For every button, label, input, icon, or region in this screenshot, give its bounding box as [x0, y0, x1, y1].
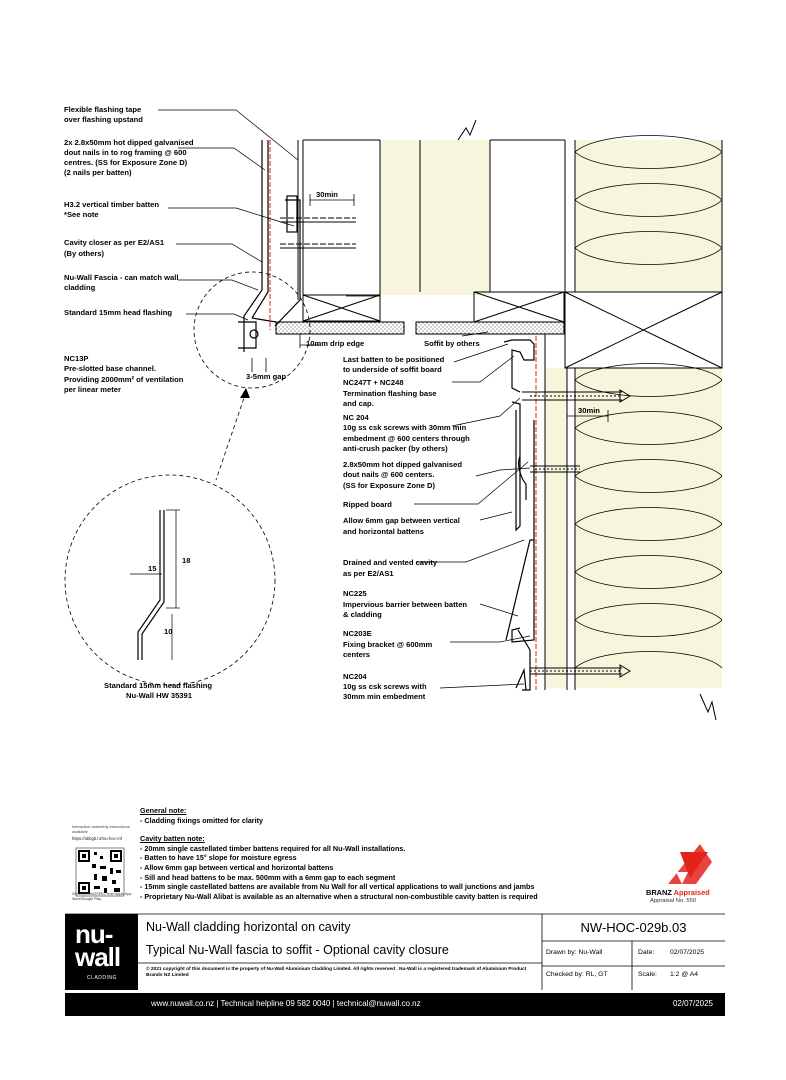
- insulation-strip: [545, 368, 567, 688]
- label-nc203e-2: Fixing bracket @ 600mm: [343, 640, 433, 649]
- drawing-title-2: Typical Nu-Wall fascia to soffit - Optional cavity closure: [146, 943, 449, 957]
- label-cavity-closer-2: (By others): [64, 249, 105, 258]
- drip-edge-text: 10mm drip edge: [306, 339, 365, 348]
- label-fascia-1: Nu-Wall Fascia - can match wall: [64, 273, 179, 282]
- cavity-note-4: - Sill and head battens to be max. 500mm with a 6mm gap to each segment: [140, 872, 396, 882]
- logo-top: nu-: [75, 919, 113, 949]
- label-nails-2: dout nails in to rog framing @ 600: [64, 148, 187, 157]
- gap-dimension: [252, 358, 266, 372]
- footer-date: 02/07/2025: [672, 999, 713, 1008]
- label-nc225-1: NC225: [343, 589, 367, 598]
- label-nails-1: 2x 2.8x50mm hot dipped galvanised: [64, 138, 194, 147]
- footer-bar: [65, 993, 725, 1016]
- label-nc204a-3: embedment @ 600 centers through: [343, 434, 470, 443]
- branz-number: Appraisal No. 550: [650, 898, 697, 904]
- label-nc204b-2: 10g ss csk screws with: [343, 682, 427, 691]
- label-nc203e-1: NC203E: [343, 629, 372, 638]
- label-nc13p-3: Providing 2000mm² of ventilation: [64, 375, 184, 384]
- cavity-note-heading: Cavity batten note:: [140, 834, 205, 844]
- label-nc204a-4: anti-crush packer (by others): [343, 444, 448, 453]
- drawing-code: NW-HOC-029b.03: [580, 920, 687, 935]
- drawn-by: Drawn by: Nu-Wall: [546, 949, 603, 956]
- detail-10-text: 10: [164, 627, 173, 636]
- cavity-note-6: - Proprietary Nu-Wall Alibat is available as an alternative when a structural non-combustible cavity batten is required: [140, 891, 538, 901]
- footer-links[interactable]: www.nuwall.co.nz | Technical helpline 09 582 0040 | technical@nuwall.co.nz: [151, 999, 421, 1008]
- date-value: 02/07/2025: [670, 949, 705, 956]
- label-nc13p-1: NC13P: [64, 354, 89, 363]
- detail-title-2: Nu-Wall HW 35391: [126, 691, 192, 700]
- callout-arrow-icon: [240, 388, 250, 398]
- label-last-batten-2: to underside of soffit board: [343, 365, 442, 374]
- branz-appraised-label: [646, 888, 710, 897]
- label-drained-2: as per E2/AS1: [343, 569, 394, 578]
- date-label: Date:: [638, 949, 655, 956]
- label-ripped: Ripped board: [343, 500, 392, 509]
- insulation-mid: [420, 140, 490, 295]
- label-fascia-2: cladding: [64, 283, 96, 292]
- title-block-meta: [542, 914, 725, 990]
- label-nc225-3: & cladding: [343, 610, 382, 619]
- dim-30-mid-text: 30min: [578, 406, 600, 415]
- label-flashing-tape-1: Flexible flashing tape: [64, 105, 142, 114]
- nu-wall-logo: [65, 914, 138, 990]
- general-note-1: - Cladding fixings omitted for clarity: [140, 815, 263, 825]
- qr-block: [72, 824, 132, 920]
- qr-footnote: Get WORKINGSPEC from Apple App Store/Google Play: [72, 892, 132, 901]
- label-last-batten-1: Last batten to be positioned: [343, 355, 445, 364]
- label-nc204a-2: 10g ss csk screws with 30mm min: [343, 423, 467, 432]
- label-nc203e-3: centers: [343, 650, 371, 659]
- title-block-main: [138, 914, 546, 990]
- drawing-title-1: Nu-Wall cladding horizontal on cavity: [146, 920, 351, 934]
- label-flashing-tape-2: over flashing upstand: [64, 115, 143, 124]
- logo-bottom: wall: [75, 942, 121, 972]
- cavity-note-3: - Allow 6mm gap between vertical and horizontal battens: [140, 862, 334, 872]
- label-nc247-3: and cap.: [343, 399, 374, 408]
- head-flashing-detail: [138, 510, 164, 660]
- soffit-board: [276, 322, 564, 334]
- label-cavity-closer-1: Cavity closer as per E2/AS1: [64, 238, 165, 247]
- label-allow-gap-2: and horizontal battens: [343, 527, 425, 536]
- label-nc204a-1: NC 204: [343, 413, 369, 422]
- title-block: [65, 914, 725, 990]
- label-nails-3: centres. (SS for Exposure Zone D): [64, 158, 188, 167]
- detail-callout: [65, 272, 310, 685]
- branz-appraised: Appraised: [673, 888, 710, 897]
- qr-title: Interactive assembly instructions available: [72, 824, 130, 834]
- cavity-note-2: - Batten to have 15° slope for moisture egress: [140, 853, 297, 863]
- label-nc204b-1: NC204: [343, 672, 367, 681]
- label-nc247-2: Termination flashing base: [343, 389, 437, 398]
- dim-30-top-text: 30min: [316, 190, 338, 199]
- label-nc13p-4: per linear meter: [64, 385, 121, 394]
- scale-value: 1:2 @ A4: [670, 971, 699, 978]
- label-nails-4: (2 nails per batten): [64, 168, 132, 177]
- detail-title-1: Standard 15mm head flashing: [104, 681, 213, 690]
- general-note-heading: General note:: [140, 806, 187, 815]
- insulation-left: [380, 140, 422, 295]
- label-dout-2: dout nails @ 600 centers.: [343, 470, 435, 479]
- soffit-text: Soffit by others: [424, 339, 480, 348]
- fascia-assembly: [238, 140, 300, 352]
- label-batten-2: *See note: [64, 210, 99, 219]
- label-nc225-2: Impervious barrier between batten: [343, 600, 468, 609]
- cavity-note-1: - 20mm single castellated timber battens required for all Nu-Wall installations.: [140, 843, 406, 853]
- branz-block: [648, 840, 728, 910]
- label-nc247-1: NC247T + NC248: [343, 378, 404, 387]
- detail-15-text: 15: [148, 564, 157, 573]
- logo-sub: CLADDING: [87, 975, 117, 981]
- label-nc13p-2: Pre-slotted base channel.: [64, 364, 156, 373]
- label-drained-1: Drained and vented cavity: [343, 558, 438, 567]
- checked-by: Checked by: RL, GT: [546, 971, 608, 978]
- label-batten-1: H3.2 vertical timber batten: [64, 200, 159, 209]
- label-head-flashing: Standard 15mm head flashing: [64, 308, 173, 317]
- detail-18-text: 18: [182, 556, 191, 565]
- gap-text: 3-5mm gap: [246, 372, 287, 381]
- label-allow-gap-1: Allow 6mm gap between vertical: [343, 516, 460, 525]
- label-dout-1: 2.8x50mm hot dipped galvanised: [343, 460, 463, 469]
- branz-brand: BRANZ: [646, 888, 672, 897]
- cavity-note-5: - 15mm single castellated battens are available from Nu Wall for all vertical applications to wall junctions and jambs: [140, 882, 535, 892]
- qr-url[interactable]: https://abbgb.nz/nu-hoc-rof: [72, 836, 123, 841]
- label-dout-3: (SS for Exposure Zone D): [343, 481, 435, 490]
- scale-label: Scale:: [638, 971, 657, 978]
- label-nc204b-3: 30mm min embedment: [343, 692, 426, 701]
- copyright-text: © 2021 copyright of this document is the property of Nu-Wall Aluminium Cladding Limited. All rights reserved . Nu-Wall is a registered trademark of Aluminium Product Brands NZ Limited: [146, 967, 527, 979]
